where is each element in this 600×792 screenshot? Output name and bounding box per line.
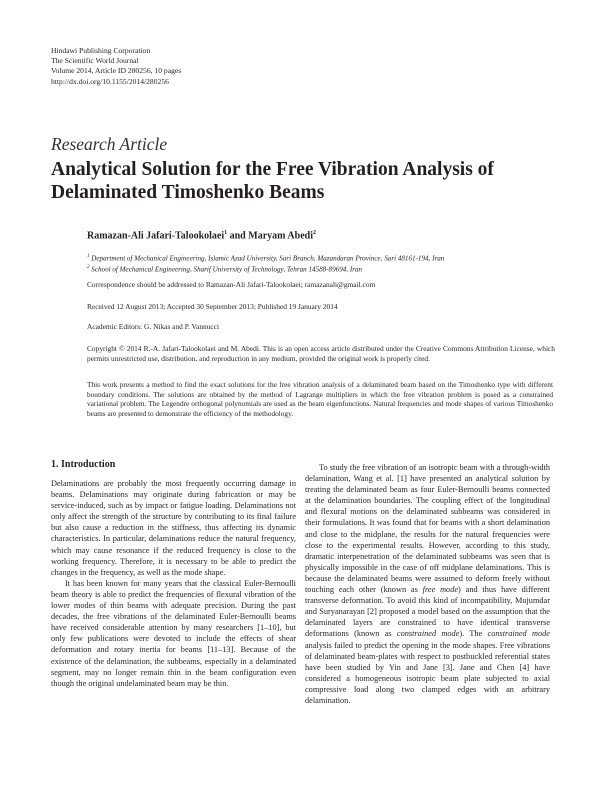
journal-name: The Scientific World Journal — [51, 56, 139, 66]
paragraph: Delaminations are probably the most frequently occurring damage in beams. Delaminations may originate during fabrication or may be service-induced, such as by impact or fatigue loading. Delaminations not only affect the strength of the structure by contributing to its final failure but also cause a reduction in the stiffness, thus affecting its dynamic characteristics. In particular, delaminations reduce the natural frequency, which may cause resonance if the reduced frequency is close to the working frequency. Therefore, it is necessary to be able to predict the changes in the frequency, as well as the mode shape. — [51, 479, 296, 577]
paragraph: It has been known for many years that the classical Euler-Bernoulli beam theory is able to predict the frequencies of flexural vibration of the lower modes of thin beams with adequate precision. During the past decades, the free vibrations of the delaminated Euler-Bernoulli beams have received considerable attention by many researchers [1–10], but only few publications were devoted to include the effects of shear deformation and rotary inertia for beams [11–13]. Because of the existence of the delamination, the subbeams, especially in a delaminated segment, may no longer remain thin in the beam configuration even though the original undelaminated beam may be thin. — [51, 578, 296, 688]
text-run: ). The — [459, 629, 488, 639]
affiliation-1 — [87, 252, 557, 263]
abstract: This work presents a method to find the exact solutions for the free vibration analysis of a delaminated beam based on the Timoshenko type with different boundary conditions. The solutions are obtained by the method of Lagrange multipliers in which the free vibration problem is posed as a constrained variational problem. The Legendre orthogonal polynomials are used as the beam eigenfunctions. Natural frequencies and mode shapes of various Timoshenko beams are presented to demonstrate the efficiency of the methodology. — [87, 380, 553, 418]
authors — [87, 230, 316, 241]
emphasis: free mode — [422, 585, 459, 595]
volume-info: Volume 2014, Article ID 280256, 10 pages — [51, 66, 182, 76]
affiliation-1-text: Department of Mechanical Engineering, Islamic Azad University, Sari Branch, Mazandaran Province, Sari 48161-194, Iran — [89, 254, 445, 263]
author-2: Maryam Abedi — [248, 230, 313, 242]
text-run: analysis failed to predict the opening in the mode shapes. Free vibrations of delaminated beam-plates with respect to postbuckled referential states have been studied by Yin and Jane [3]. Jane and Chen [4] have considered a homogeneous isotropic beam plate subjected to axial compressive load along two clamped edges with an arbitrary delamination. — [305, 640, 550, 705]
text-run: ) and thus have different transverse deformation. To avoid this kind of incompatibility, Mujumdar and Suryanarayan [2] proposed a model based on the assumption that the delaminated layers are constrained to have identical transverse deformations (known as — [305, 585, 550, 639]
author-1: Ramazan-Ali Jafari-Talookolaei — [87, 230, 225, 242]
emphasis: constrained mode — [396, 629, 460, 639]
correspondence: Correspondence should be addressed to Ramazan-Ali Jafari-Talookolaei; ramazanali@gmail.com — [87, 280, 376, 289]
publisher: Hindawi Publishing Corporation — [51, 46, 151, 55]
affiliation-2-sup: 2 — [87, 265, 90, 271]
left-column — [51, 478, 296, 689]
affiliations — [87, 252, 557, 275]
doi-link[interactable]: http://dx.doi.org/10.1155/2014/280256 — [51, 76, 169, 86]
dates: Received 12 August 2013; Accepted 30 September 2013; Published 19 January 2014 — [87, 302, 338, 311]
affiliation-1-sup: 1 — [87, 254, 90, 259]
affiliation-2-text: School of Mechanical Engineering, Sharif University of Technology, Tehran 14588-89694, Iran — [89, 265, 363, 274]
author-conj: and — [227, 230, 249, 242]
author-1-sup: 1 — [224, 230, 228, 236]
right-column — [305, 462, 550, 706]
paragraph — [305, 462, 550, 706]
text-run: To study the free vibration of an isotropic beam with a through-width delamination, Wang et al. [1] have presented an analytical solution by treating the delaminated beam as four Euler-Bernoulli beams connected at the delamination boundaries. The coupling effect of the longitudinal and flexural motions on the delaminated subbeams was considered in their formulations. It was found that for beams with a short delamination and close to the midplane, the results for the natural frequencies were close to the experimental results. However, according to this study, dramatic interpenetration of the delaminated subbeams was seen that is physically impossible in the case of off midplane delaminations. This is because the delaminated beams were assumed to deform freely without touching each other (known as — [305, 463, 550, 595]
emphasis: constrained mode — [487, 629, 550, 639]
author-2-sup: 2 — [312, 230, 316, 236]
paper-title: Analytical Solution for the Free Vibration Analysis of Delaminated Timoshenko Beams — [51, 159, 494, 203]
article-type: Research Article — [51, 134, 168, 154]
journal-header — [51, 46, 181, 87]
academic-editors: Academic Editors: G. Nikas and P. Vannucci — [87, 322, 220, 331]
section-heading: 1. Introduction — [51, 459, 116, 470]
copyright: Copyright © 2014 R.-A. Jafari-Talookolaei and M. Abedi. This is an open access article distributed under the Creative Commons Attribution License, which permits unrestricted use, distribution, and reproduction in any medium, provided the original work is properly cited. — [87, 344, 555, 363]
affiliation-2 — [87, 263, 557, 274]
